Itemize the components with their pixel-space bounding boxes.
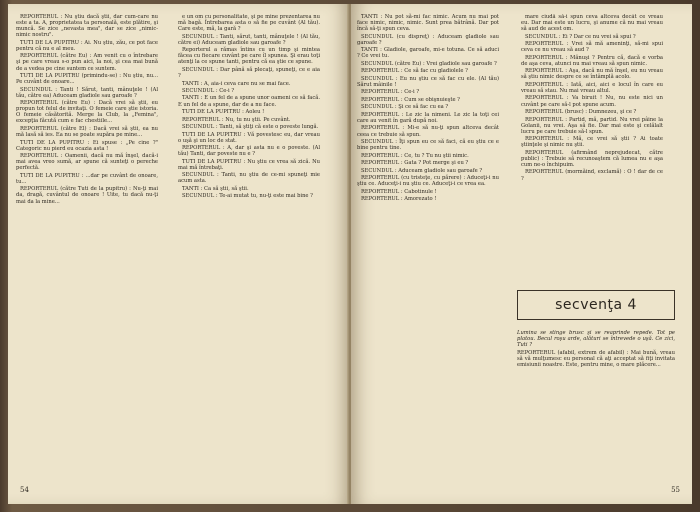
dialogue-paragraph: TANTI : Nu pot să-mi fac nimic. Acum nu mai pot face nimic, nimic, nimic. Sunt prea bătrână. Dar pot încă să-ţi spun ceva. xyxy=(357,14,499,33)
dialogue-paragraph: TANTI : Ca să ştii, să ştii. xyxy=(182,185,249,192)
dialogue-paragraph: REPORTERUL : Nu ştiu dacă ştii, dar cum-care nu este a ta. A, proprietatea ta personală, este plătire, şi muncă. Se zice „nevasta mea", dar se zice „nimic-nimic nostru". xyxy=(16,14,158,39)
dialogue-paragraph: TUTI DE LA PUPITRU : Aoleu ! xyxy=(182,109,265,116)
dialogue-paragraph: TUTI DE LA PUPITRU : Ai. Nu ştiu, zău, ce pot face pentru că nu e al meu. xyxy=(16,39,158,52)
section-title: secvenţa 4 xyxy=(517,290,675,320)
dialogue-paragraph: REPORTERUL (cu tristeţe, cu părere) : Aduceţi-i nu ştiu ce. Aduceţi-i nu ştiu ce. Aduceţi-i ce vrea ea. xyxy=(357,175,499,188)
left-page xyxy=(8,4,349,504)
dialogue-paragraph: SECUNDUL : Ei ? Dar ce nu vrei să spui ? xyxy=(525,33,636,40)
right-column-2 xyxy=(521,14,663,284)
dialogue-paragraph: REPORTERUL (către Tuti de la pupitru) : Nu-ţi mai da, dragă, cuvântul de onoare ! Uite, tu dacă nu-ţi mai da la mine... xyxy=(16,186,158,205)
dialogue-paragraph: REPORTERUL : Amorezato ! xyxy=(361,196,437,203)
right-page xyxy=(351,4,692,504)
section-intro: Lumina se stinge brusc şi se reaprinde repede. Tot pe platou. Becul roşu arde, alături se întrevede o uşă. Ce zici, Tuti ? xyxy=(517,330,675,349)
dialogue-paragraph: REPORTERUL (mormăind, exclamă) : O ! dar de ce ? xyxy=(521,169,663,182)
dialogue-paragraph: SECUNDUL : Tanti ! Sărut, tanti, mânuţele ! (Al tău, către ea) Aduceam gladiole sau garoafe ? xyxy=(16,86,158,99)
dialogue-paragraph: SECUNDUL : Tanti, sărut, tanti, mânuţele ! (Al tău, către ei) Aduceam gladiole sau garoafe ? xyxy=(178,33,320,46)
dialogue-paragraph: SECUNDUL : Ce-i ? xyxy=(182,87,235,94)
dialogue-paragraph: REPORTERUL (către El) : Dacă vrei să ştii, ea nu mă lasă să ies. Ea nu se poate supăra pe mine... xyxy=(16,125,158,139)
dialogue-paragraph: TUTI DE LA PUPITRU : ...dar pe cuvânt de onoare, tu... xyxy=(16,172,158,185)
dialogue-paragraph: REPORTERUL (brusc) : Dumnezeu, şi ce ? xyxy=(525,109,637,116)
dialogue-paragraph: REPORTERUL : Ce-i ? xyxy=(361,89,420,96)
dialogue-paragraph: SECUNDUL : Îţi spun eu ce să faci, că eu ştiu ce e bine pentru tine. xyxy=(357,138,499,152)
dialogue-paragraph: REPORTERUL : Vrei să mă ameninţi, să-mi spui ceva ce nu vreau să aud ? xyxy=(521,41,663,54)
dialogue-paragraph: SECUNDUL : Aduceam gladiole sau garoafe ? xyxy=(361,167,483,174)
dialogue-paragraph: REPORTERUL : Cum se obişnuieşte ? xyxy=(361,96,460,103)
dialogue-paragraph: TANTI : E un fel de a spune unor oameni ce să facă. E un fel de a spune, dar de a nu face. xyxy=(178,95,320,108)
dialogue-paragraph: REPORTERUL : Ce să fac cu gladiolele ? xyxy=(361,68,468,75)
dialogue-paragraph: TUTI DE LA PUPITRU : Nu ştiu ce vrea să zică. Nu mai mă întrebaţi. xyxy=(178,158,320,171)
dialogue-paragraph: REPORTERUL : Oamenii, dacă nu mă înşel, dacă-i mai avea vreo sumă, ar spune că sunteţi o pereche perfectă. xyxy=(16,153,158,172)
left-column-2 xyxy=(178,14,320,201)
page-number-right: 55 xyxy=(671,486,680,494)
dialogue-paragraph: e un om cu personalitate, şi pe mine prezentarea nu mă bagă. Întrebarea asta o să fie pe cuvânt (Al tău). Care este, mă, la gară ? xyxy=(178,14,320,33)
dialogue-paragraph: Reporterul a rămas întins cu un timp şi mintea făcea cu fiecare cuvânt pe care îl spunea. Şi erau toţi atenţi la ce spune tanti, pentru că ea ştie ce spune. xyxy=(178,47,320,66)
dialogue-paragraph: REPORTERUL : Mă, ce vrei să ştii ? Ai toate ştiinţele şi nimic nu ştii. xyxy=(521,136,663,149)
dialogue-paragraph: TUTI DE LA PUPITRU (primindu-se) : Nu ştiu, nu... Pe cuvânt de onoare... xyxy=(16,73,158,86)
dialogue-paragraph: REPORTERUL : Le zic la nimeni. Le zic la toţi cei care au venit în gară după noi. xyxy=(357,111,499,124)
right-column-1 xyxy=(357,14,499,204)
dialogue-paragraph: SECUNDUL : Te-ai mutat tu, nu-ţi este mai bine ? xyxy=(182,193,313,200)
dialogue-paragraph: REPORTERUL : Mi-e să nu-ţi spun altceva decât ceea ce trebuie să spun. xyxy=(357,125,499,138)
section-body: REPORTERUL (afabil, extrem de afabil) : Mai bună, vreau să vă mulţumesc eu personal că aţi acceptat să fiţi invitata emisiunii noastre. Este, pentru mine, o mare plăcere... xyxy=(517,349,675,368)
dialogue-paragraph: REPORTERUL (către Eu) : Am venit cu o întrebare şi pe care vreau s-o pun aici, la noi, şi cea mai bună de a vedea pe cine suntem ce suntem. xyxy=(16,53,158,72)
dialogue-paragraph: SECUNDUL : Şi ce să fac cu ea ? xyxy=(361,104,449,111)
dialogue-paragraph: mare ciudă să-i spun ceva altceva decât ce vreau eu. Dar mai este un lucru, şi anume că nu mai vreau să aud de acest om. xyxy=(521,14,663,33)
dialogue-paragraph: REPORTERUL : Nu, tu nu ştii. Pe cuvânt. xyxy=(182,116,291,123)
dialogue-paragraph: SECUNDUL : Eu nu ştiu ce să fac cu ele. (Al tău) Sărut mâinile ! xyxy=(357,75,499,88)
dialogue-paragraph: SECUNDUL : Tanti, să ştiţi că este o poveste lungă. xyxy=(182,124,319,131)
dialogue-paragraph: REPORTERUL : Mănuşi ? Pentru că, dacă e vorba de aşa ceva, atunci nu mai vreau să spun nimic. xyxy=(521,54,663,67)
dialogue-paragraph: SECUNDUL (către Eu) : Vrei gladiole sau garoafe ? xyxy=(361,60,497,67)
section-block xyxy=(517,290,675,490)
dialogue-paragraph: REPORTERUL : Gata ? Pot merge şi eu ? xyxy=(361,160,469,167)
dialogue-paragraph: TUTI DE LA PUPITRU : Vă povestesc eu, dar vreau o uşă şi un loc de stat. xyxy=(178,131,320,144)
dialogue-paragraph: REPORTERUL : Iată, aici, aici e locul în care eu vreau să stau. Nu mai vreau altul. xyxy=(521,81,663,94)
dialogue-paragraph: REPORTERUL : Cabotinule ! xyxy=(361,188,437,195)
page-number-left: 54 xyxy=(20,486,29,494)
left-column-1 xyxy=(16,14,158,206)
dialogue-paragraph: TANTI : Gladiole, garoafe, mi-e totuna. Ce să aduci ? Ce vrei tu. xyxy=(357,47,499,60)
dialogue-paragraph: REPORTERUL : A, dar şi asta nu e o poveste. (Al tău) Tanti, dar poveste nu e ? xyxy=(178,145,320,158)
section-text xyxy=(517,330,675,369)
dialogue-paragraph: SECUNDUL : Tanti, nu ştiu de ce-mi spuneţi mie acum asta. xyxy=(178,172,320,185)
dialogue-paragraph: REPORTERUL (afirmând neprejudecat, către public) : Trebuie să recunoaştem că lumea nu e aşa cum ne-o închipuim. xyxy=(521,149,663,168)
dialogue-paragraph: SECUNDUL (cu dispreţ) : Aduceam gladiole sau garoafe ? xyxy=(357,33,499,46)
dialogue-paragraph: REPORTERUL : Va biruit ! Nu, nu este nici un cuvânt pe care să-l pot spune acum. xyxy=(521,95,663,108)
dialogue-paragraph: TANTI : A, aia-i ceva care nu se mai face. xyxy=(182,80,291,87)
dialogue-paragraph: TUTI DE LA PUPITRU : Ei spuse : „Pe cine ?" Categoric nu pierd eu ocazia asta ! xyxy=(16,139,158,152)
dialogue-paragraph: REPORTERUL : Ce, tu ? Tu nu ştii nimic. xyxy=(361,152,469,159)
dialogue-paragraph: REPORTERUL (către Eu) : Dacă vrei să ştii, eu propun tot felul de invitaţi. O femeie care ştie istoria. O femeie căsătorită. Merge la Club, la „Femina", excepţia făcută cum e fac chestiile... xyxy=(16,100,158,125)
dialogue-paragraph: REPORTERUL : Aşa, dacă nu mă înşel, eu nu vreau să ştiu nimic despre ce se întâmplă acolo. xyxy=(521,68,663,81)
dialogue-paragraph: SECUNDUL : Dar până să plecaţi, spuneţi, ce e aia ? xyxy=(178,66,320,80)
dialogue-paragraph: REPORTERUL : Partid, mă, partid. Nu vrei pâine la Golanii, nu vrei. Aşa să fie. Dar mai este şi celălalt lucru pe care trebuie să-l spun. xyxy=(521,116,663,135)
